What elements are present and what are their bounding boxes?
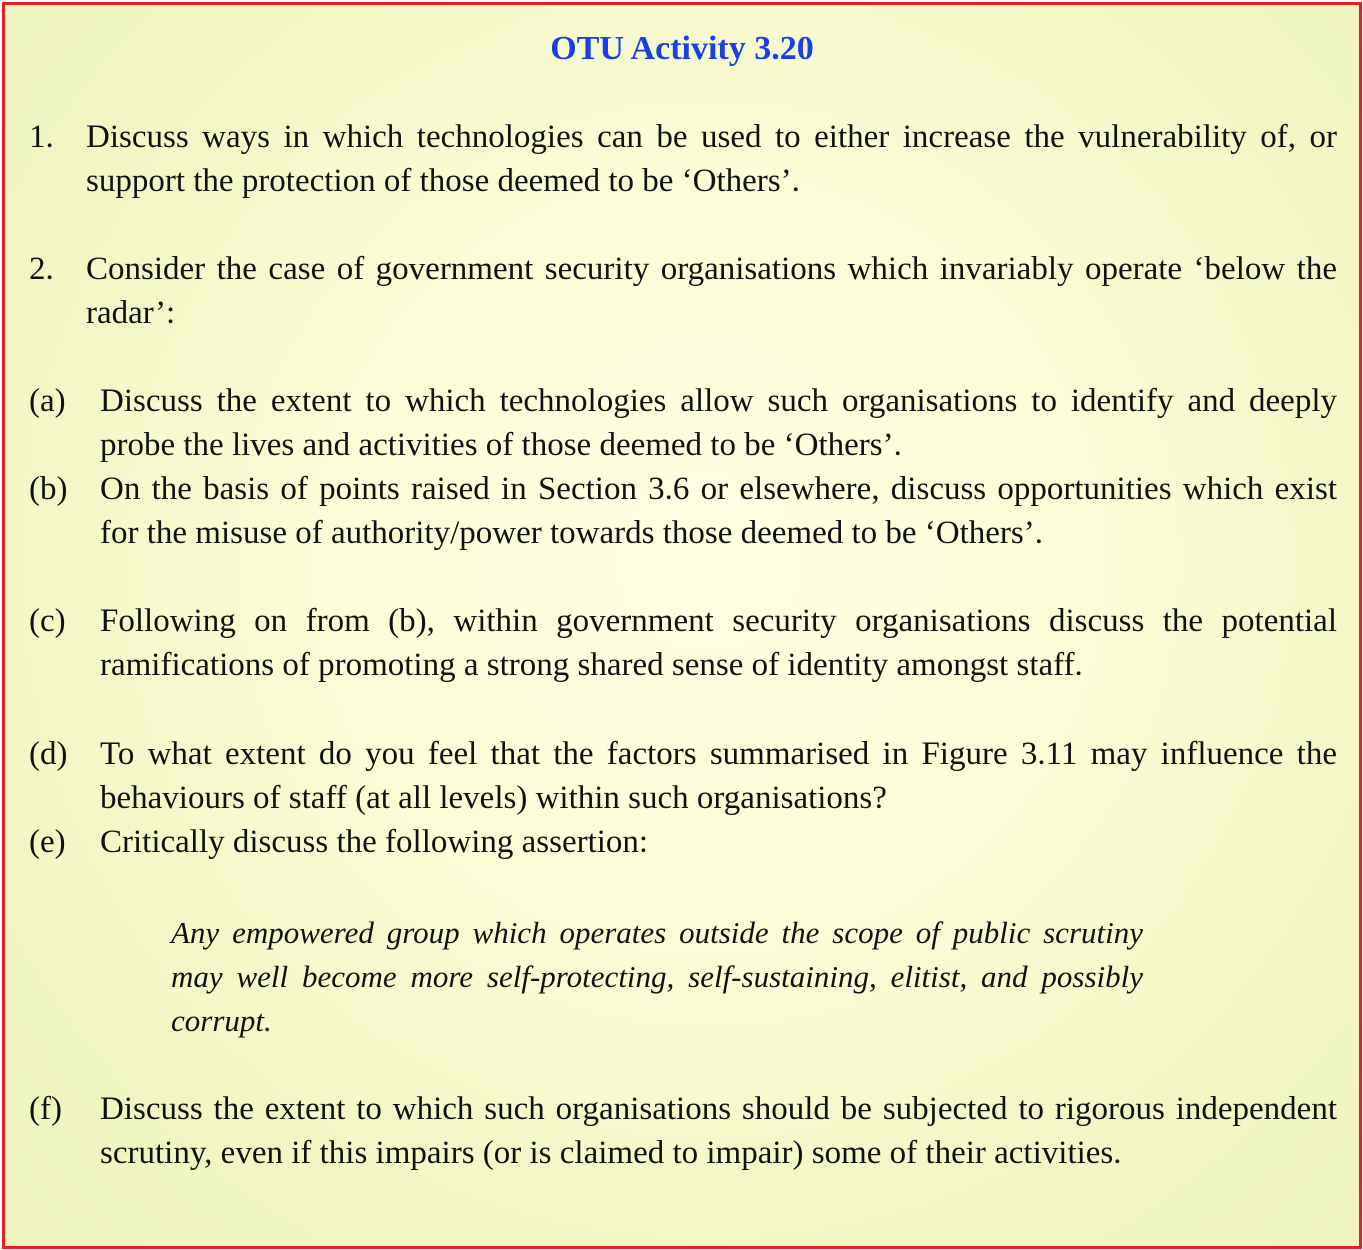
sub-item-marker: (e) <box>29 824 66 860</box>
sub-item-marker: (d) <box>29 736 68 772</box>
sub-item-text: To what extent do you feel that the factors summarised in Figure 3.11 may influence the behaviours of staff (at all levels) within such organisations? <box>100 736 1337 816</box>
item-text: Discuss ways in which technologies can be used to either increase the vulnerability of, or support the protection of those deemed to be ‘Others’. <box>86 119 1337 199</box>
sub-item-marker: (b) <box>29 471 68 507</box>
sub-item-marker: (a) <box>29 383 66 419</box>
sub-item-text: On the basis of points raised in Section 3.6 or elsewhere, discuss opportunities which exist for the misuse of authority/power towards those deemed to be ‘Others’. <box>100 471 1337 551</box>
item-number: 2. <box>29 251 54 287</box>
sub-item-marker: (c) <box>29 603 66 639</box>
sub-item-text: Following on from (b), within government security organisations discuss the potential ramifications of promoting a strong shared sense of identity amongst staff. <box>100 603 1337 683</box>
sub-item-marker: (f) <box>29 1091 62 1127</box>
sub-item-text: Critically discuss the following assertion: <box>100 824 649 860</box>
activity-box <box>2 2 1362 1249</box>
activity-title: OTU Activity 3.20 <box>550 30 814 67</box>
assertion-quote: Any empowered group which operates outside the scope of public scrutiny may well become more self-protecting, self-sustaining, elitist, and possibly corrupt. <box>171 915 1143 1038</box>
item-number: 1. <box>29 119 54 155</box>
sub-item-text: Discuss the extent to which such organisations should be subjected to rigorous independent scrutiny, even if this impairs (or is claimed to impair) some of their activities. <box>100 1091 1337 1171</box>
item-text: Consider the case of government security organisations which invariably operate ‘below the radar’: <box>86 251 1337 331</box>
sub-item-text: Discuss the extent to which technologies allow such organisations to identify and deeply probe the lives and activities of those deemed to be ‘Others’. <box>100 383 1337 463</box>
